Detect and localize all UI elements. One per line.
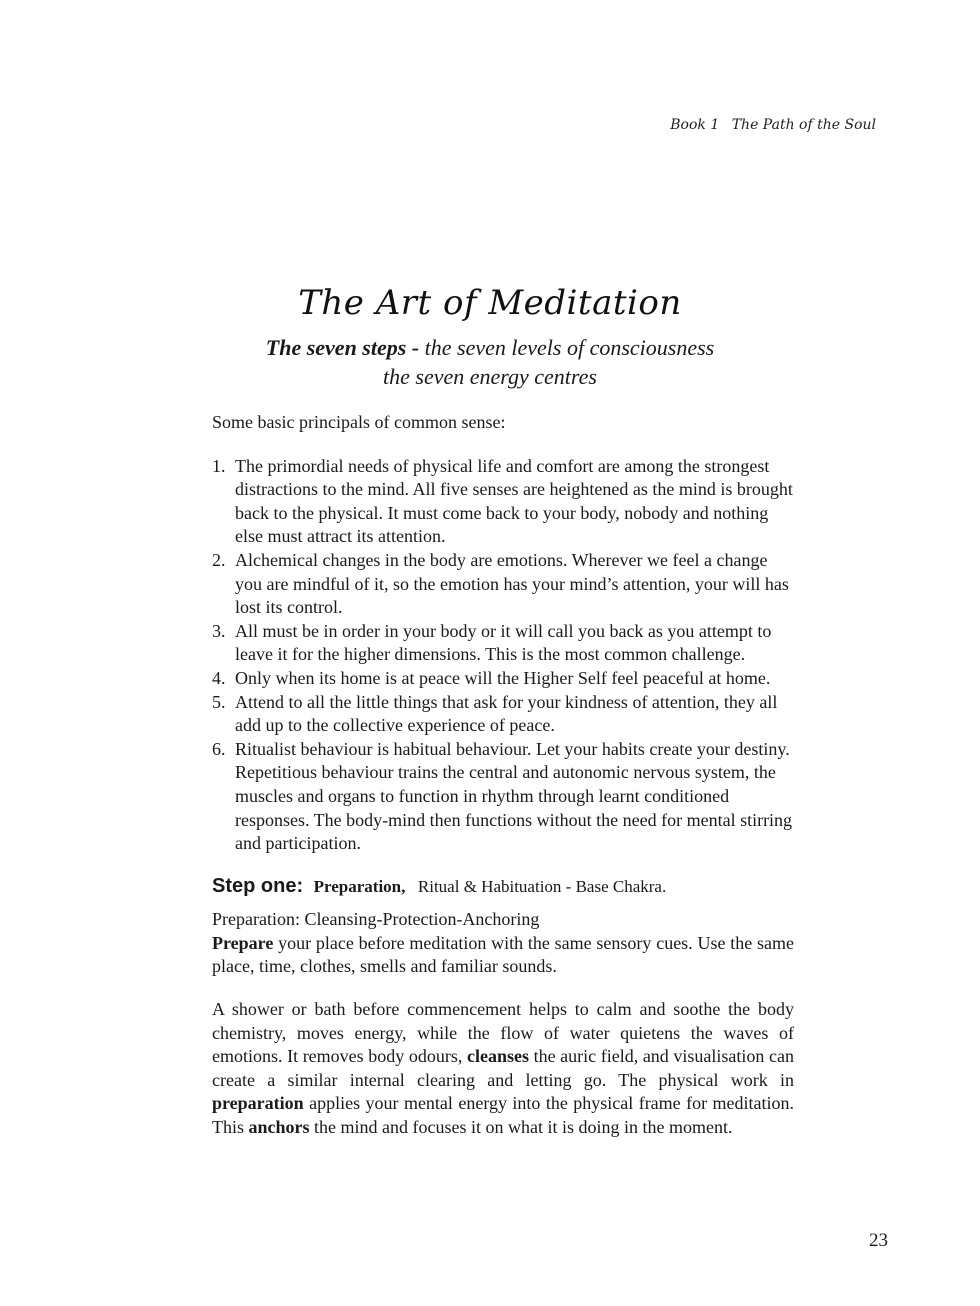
running-header-title: The Path of the Soul [731,117,876,133]
list-number: 4. [212,667,226,688]
list-item [212,691,794,738]
step-title: Preparation, [313,876,406,896]
list-text: Alchemical changes in the body are emotions. Wherever we feel a change you are mindful of it, so the emotion has your mind’s attention, your will has lost its control. [235,549,789,618]
shower-text-2: the auric field, and visualisation can create a similar internal clearing and letting go. The physical work in [212,1046,794,1090]
list-text: Only when its home is at peace will the Higher Self feel peaceful at home. [235,667,771,688]
preparation-bold: preparation [212,1093,304,1114]
list-text: All must be in order in your body or it will call you back as you attempt to leave it for the higher dimensions. This is the most common challenge. [235,620,772,665]
principles-list [212,455,794,856]
list-item [212,455,794,549]
prepare-bold: Prepare [212,932,274,953]
anchors-bold: anchors [248,1117,310,1138]
step-heading [212,875,794,899]
page-number: 23 [869,1230,888,1251]
shower-text-3: applies your mental energy into the physical frame for meditation. This [212,1093,794,1138]
prepare-paragraph [212,932,794,979]
list-text: Attend to all the little things that ask for your kindness of attention, they all add up to the collective experience of peace. [235,691,778,736]
list-item [212,549,794,620]
step-subtitle: Ritual & Habituation - Base Chakra. [417,876,667,896]
list-text: Ritualist behaviour is habitual behaviour. Let your habits create your destiny. Repetitious behaviour trains the central and autonomic nervous system, the muscles and organs to function in rhythm through learnt conditioned responses. The body-mind then functions without the need for mental stirring and participation. [235,738,793,854]
list-number: 1. [212,455,226,476]
preparation-line: Preparation: Cleansing-Protection-Anchoring [212,909,540,930]
list-item [212,620,794,667]
list-text: The primordial needs of physical life and comfort are among the strongest distractions to the mind. All five senses are heightened as the mind is brought back to the physical. It must come back to your body, nobody and nothing else must attract its attention. [235,455,793,547]
shower-paragraph [212,998,794,1140]
cleanses-bold: cleanses [466,1046,529,1067]
subtitle-rest: the seven levels of consciousness [424,335,715,360]
body-text [212,411,794,1140]
list-number: 5. [212,691,226,712]
list-number: 2. [212,549,226,570]
list-number: 6. [212,738,226,759]
subtitle-bold: The seven steps - [265,335,420,360]
running-header [670,117,876,133]
shower-text-1: A shower or bath before commencement helps to calm and soothe the body chemistry, moves energy, while the flow of water quietens the waves of emotions. It removes body odours, [212,999,794,1067]
list-number: 3. [212,620,226,641]
subtitle-line-1 [0,333,980,362]
chapter-title: The Art of Meditation [298,283,682,323]
step-label: Step one: [212,874,304,897]
subtitle-line-2: the seven energy centres [383,364,597,389]
running-header-book: Book 1 [670,117,720,133]
prepare-text: your place before meditation with the same sensory cues. Use the same place, time, clothes, smells and familiar sounds. [212,932,794,977]
shower-text-4: the mind and focuses it on what it is doing in the moment. [309,1117,733,1138]
list-item [212,738,794,856]
list-item [212,667,794,691]
intro-text: Some basic principals of common sense: [212,412,506,432]
